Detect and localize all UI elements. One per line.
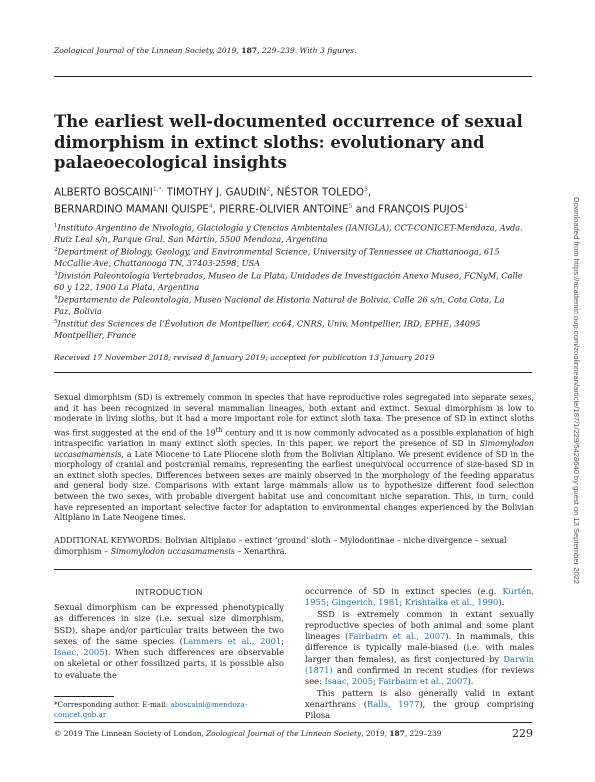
author-name: NÉSTOR TOLEDO: [276, 187, 365, 199]
journal-name: Zoological Journal of the Linnean Society: [54, 46, 213, 55]
paragraph-text: Sexual dimorphism can be expressed phenotypically as differences in size (i.e. sexual size dimorphism, SSD), shape and/or particular traits between the two sexes of the same species (: [54, 602, 284, 646]
author-name: BERNARDINO MAMANI QUISPE: [54, 204, 209, 216]
body-column-right: [305, 586, 534, 722]
reference-link[interactable]: Isaac, 2005: [324, 676, 373, 687]
reference-link[interactable]: Fairbairn et al., 2007: [348, 631, 446, 642]
paragraph: [305, 688, 534, 722]
footnote-label: *Corresponding author. E-mail:: [54, 700, 171, 709]
body-column-left: [54, 602, 284, 681]
reference-link[interactable]: Isaac, 2005: [54, 647, 105, 658]
paragraph-text: ).: [467, 676, 474, 687]
paragraph-text: ). In mammals, this difference is typically male-biased (i.e. with males larger than females), as first conjectured by: [305, 631, 534, 664]
reference-link[interactable]: Fairbairn et al., 2007: [378, 676, 468, 687]
affiliation-number: 3: [54, 271, 58, 277]
affiliation: [54, 317, 524, 342]
journal-pages: , 229–239. With 3 figures.: [257, 46, 357, 55]
affiliation-text: División Paleontología Vertebrados, Museo de La Plata, Unidades de Investigación Anexo Museo, FCNyM, Calle 60 y 122, 1900 La Plata, Argentina: [54, 270, 523, 293]
footer-journal: Zoological Journal of the Linnean Society: [206, 729, 362, 738]
abstract-text: century and it is now commonly advocated as a possible explanation of high intraspecific variation in many extinct sloth species. In this paper, we report the presence of SD in: [54, 428, 534, 448]
paragraph: SSD is extremely common in extant sexually reproductive species of both animal and some plant lineages (Fairbairn et al., 2007). In mammals, this difference is typically male-biased (i.e. with males larger than females), as first conjectured by Darwin (1871) and confirmed in recent studies (for reviews see: Isaac, 2005; Fairbairn et al., 2007).: [305, 608, 534, 687]
keywords-label: ADDITIONAL KEYWORDS:: [54, 536, 163, 545]
reference-link[interactable]: Gingerich, 1981: [331, 597, 400, 608]
paragraph-text: ).: [498, 597, 505, 608]
abstract: [54, 393, 534, 524]
corresponding-author-footnote: [54, 700, 284, 719]
paragraph-text: and confirmed in recent studies (for reviews see:: [305, 665, 534, 687]
abstract-rule: [54, 372, 532, 373]
author-affil-link[interactable]: 4: [208, 203, 213, 211]
affiliation: [54, 245, 524, 270]
paragraph-text: ). When such differences are observable on skeletal or other fossilized parts, it is possible also to evaluate the: [54, 647, 284, 680]
footer-volume: 187: [389, 729, 405, 738]
affiliation-text: Departamento de Paleontología, Museo Nacional de Historia Natural de Bolivia, Calle 26 s/n, Cota Cota, La Paz, Bolivia: [54, 294, 505, 317]
reference-link[interactable]: Darwin (1871): [305, 653, 534, 676]
keywords-text: – Xenarthra.: [234, 546, 287, 556]
affiliation-text: Instituto Argentino de Nivología, Glaciología y Ciencias Ambientales (IANIGLA), CCT-CONICET-Mendoza, Avda. Ruiz Leal s/n, Parque Gral. San Martín, 5500 Mendoza, Argentina: [54, 222, 523, 245]
article-title: The earliest well-documented occurrence of sexual dimorphism in extinct sloths: evolutionary and palaeoecological insights: [54, 112, 523, 172]
reference-link[interactable]: Ralls, 1977: [367, 698, 420, 709]
footer-rule: [54, 722, 532, 723]
author-list: ALBERTO $BOSCAINI^{1,*,}$ TIMOTHY J. GAUDIN$^2$, NÉSTOR TOLEDO$^3$, BERNARDINO MAMANI QUISPE$^4$, PIERRE-OLIVIER ANTOINE$^5$ and FRANÇOIS PUJOS$^1$: [54, 186, 468, 216]
paragraph-text: occurrence of SD in extinct species (e.g.: [305, 586, 503, 596]
author-name: TIMOTHY J. GAUDIN: [166, 187, 267, 199]
author-name: PIERRE-OLIVIER ANTOINE: [219, 204, 349, 216]
paragraph-text: ), the group comprising Pilosa: [305, 698, 534, 721]
keywords-text: Bolivian Altiplano – extinct ‘ground’ sloth – Mylodontinae – niche divergence – sexual dimorphism –: [54, 536, 507, 556]
footer-text: © 2019 The Linnean Society of London,: [54, 729, 207, 738]
author-name: and FRANÇOIS PUJOS: [355, 204, 465, 216]
reference-link[interactable]: Lammers et al., 2001: [182, 635, 282, 646]
affiliation-number: 1: [54, 223, 58, 229]
author-affil-link[interactable]: 2: [266, 186, 271, 193]
paragraph-text: SSD is extremely common in extant sexually reproductive species of both animal and some plant lineages (: [305, 608, 534, 642]
abstract-text: Sexual dimorphism (SD) is extremely common in species that have reproductive roles segregated into separate sexes, and it has been recognized in several mammalian lineages, both extant and extinct. Sexual dimorphism is low to moderate in living sloths, but it had a more important role for extinct sloth taxa. The presence of SD in extinct sloths was first suggested at the end of the 19: [54, 393, 534, 438]
copyright-footer: [54, 729, 534, 738]
reference-link[interactable]: Krishtalka et al., 1990: [404, 597, 499, 608]
affiliation-number: 4: [54, 295, 58, 301]
paragraph: occurrence of SD in extinct species (e.g. Kurtén, 1955; Gingerich, 1981; Krishtalka et al., 1990).: [305, 586, 534, 608]
taxon-name: Simomylodon uccasamamensis: [54, 439, 534, 459]
download-stamp: [571, 197, 581, 627]
journal-volume: 187: [241, 46, 258, 55]
affiliation-number: 2: [54, 247, 58, 253]
paragraph: [54, 602, 284, 681]
header-rule: [54, 76, 532, 77]
page-number: 229: [512, 727, 533, 740]
affiliation: [54, 221, 524, 246]
author-affil-link[interactable]: 1,*,: [152, 186, 164, 193]
footnote-rule: [54, 696, 114, 697]
keywords: [54, 536, 534, 557]
email-link[interactable]: aboscaini@mendoza-conicet.gob.ar: [54, 700, 248, 719]
download-stamp-text: Downloaded from https://academic.oup.com/zoolinnean/article/187/1/229/5428640 by guest on 13 September 2022: [572, 197, 581, 585]
author-affil-link[interactable]: 5: [348, 203, 353, 211]
affiliation-text: Institut des Sciences de l’Évolution de Montpellier, cc64, CNRS, Univ. Montpellier, IRD, EPHE, 34095 Montpellier, France: [54, 318, 481, 341]
journal-citation-line: [54, 46, 357, 55]
affiliation: [54, 269, 524, 294]
received-dates: Received 17 November 2018; revised 8 January 2019; accepted for publication 13 January 2019: [54, 353, 435, 362]
paragraph-text: This pattern is also generally valid in extant xenarthrans (: [305, 687, 534, 709]
citation-year: , 2019,: [212, 46, 242, 55]
separator: ;: [281, 635, 284, 646]
author-affil-link[interactable]: 3: [364, 186, 368, 193]
section-heading: INTRODUCTION: [135, 587, 203, 597]
reference-link[interactable]: Kurtén, 1955: [305, 586, 534, 608]
author-affil-link[interactable]: 1: [464, 203, 468, 211]
affiliation: [54, 293, 524, 318]
affiliation-text: Department of Biology, Geology, and Environmental Science, University of Tennessee at Chattanooga, 615 McCallie Ave, Chattanooga TN, 37403-2598, USA: [54, 246, 500, 269]
abstract-text: , a Late Miocene to Late Pliocene sloth from the Bolivian Altiplano. We present evidence of SD in the morphology of cranial and postcranial remains, representing the earliest unequivocal occurrence of size-based SD in an extinct sloth species. Differences between sexes are mainly observed in the morphology of the feeding apparatus and general body size. Comparisons with extant large mammals allow us to hypothesize different food selection between the two sexes, with probable divergent habitat use and concomitant niche separation. This, in turn, could have represented an important selective factor for adaptation to environmental changes experienced by the Bolivian Altiplano in Late Neogene times.: [54, 449, 534, 523]
keywords-rule: [54, 569, 532, 570]
taxon-name: Simomylodon uccasamamensis: [110, 546, 235, 556]
abstract-superscript: th: [215, 425, 223, 434]
author-name: ALBERTO BOSCAINI: [54, 187, 153, 199]
footer-text: , 2019,: [361, 729, 390, 738]
footer-text: , 229–239: [404, 729, 442, 738]
affiliation-number: 5: [54, 319, 58, 325]
